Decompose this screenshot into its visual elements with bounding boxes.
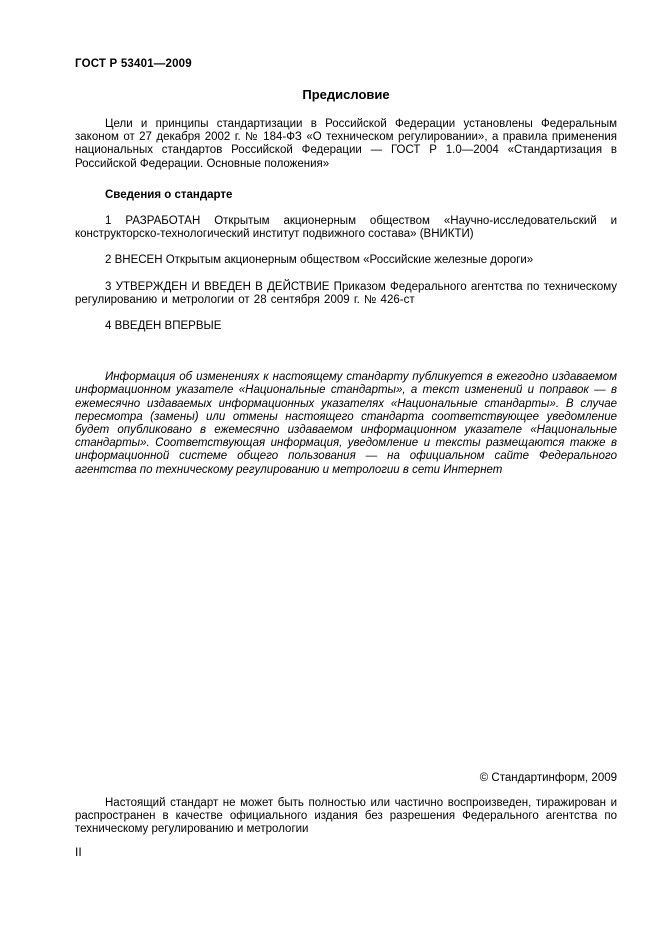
standard-item-2: 2 ВНЕСЕН Открытым акционерным обществом «Российские железные дороги» (105, 254, 534, 267)
page-number: II (75, 845, 82, 859)
page-title: Предисловие (302, 87, 390, 102)
section-heading: Сведения о стандарте (105, 188, 233, 201)
standard-item-3: 3 УТВЕРЖДЕН И ВВЕДЕН В ДЕЙСТВИЕ Приказом Федерального агентства по техническому регулированию и метрологии от 28 сентября 2009 г. № 426-ст (75, 280, 617, 306)
standard-item-1: 1 РАЗРАБОТАН Открытым акционерным обществом «Научно-исследовательский и конструкторско-технологический институт подвижного состава» (ВНИКТИ) (75, 215, 617, 241)
reproduction-restriction-note: Настоящий стандарт не может быть полностью или частично воспроизведен, тиражирован и распространен в качестве официального издания без разрешения Федерального агентства по техническому регулированию и метрологии (75, 797, 617, 836)
doc-code: ГОСТ Р 53401—2009 (75, 58, 192, 70)
intro-paragraph: Цели и принципы стандартизации в Российской Федерации установлены Федеральным законом от 27 декабря 2002 г. № 184-ФЗ «О техническом регулировании», а правила применения национальных стандартов Российской Федерации — ГОСТ Р 1.0—2004 «Стандартизация в Российской Федерации. Основные положения» (75, 118, 617, 170)
amendments-notice: Информация об изменениях к настоящему стандарту публикуется в ежегодно издаваемом информационном указателе «Национальные стандарты», а текст изменений и поправок — в ежемесячно издаваемых информационных указателях «Национальные стандарты». В случае пересмотра (замены) или отмены настоящего стандарта соответствующее уведомление будет опубликовано в ежемесячно издаваемом информационном указателе «Национальные стандарты». Соответствующая информация, уведомление и тексты размещаются также в информационной системе общего пользования — на официальном сайте Федерального агентства по техническому регулированию и метрологии в сети Интернет (75, 371, 617, 476)
standard-item-4: 4 ВВЕДЕН ВПЕРВЫЕ (105, 320, 222, 333)
copyright-line: © Стандартинформ, 2009 (479, 772, 617, 784)
